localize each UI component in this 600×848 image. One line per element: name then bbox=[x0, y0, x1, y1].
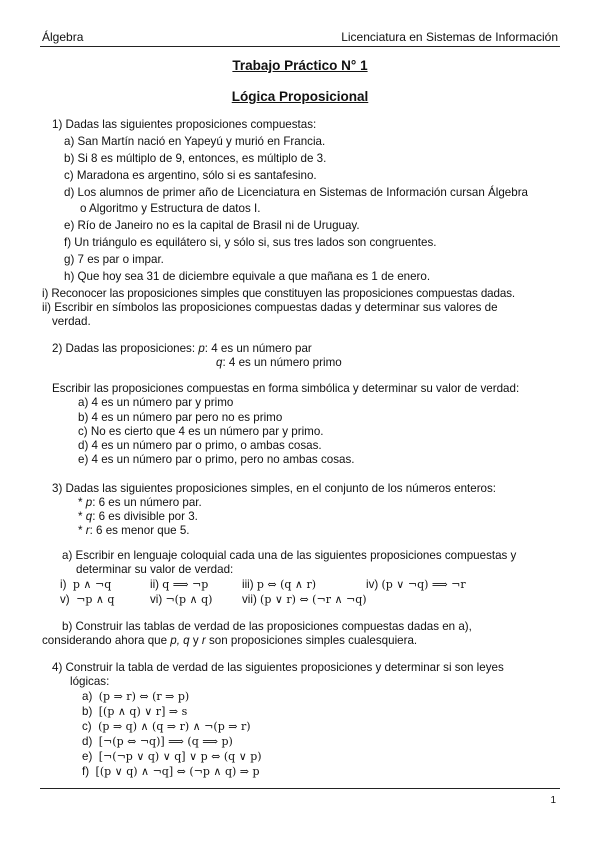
ex1-item-c: c) Maradona es argentino, sólo si es santafesino. bbox=[64, 169, 317, 182]
ex3-part-b: b) Construir las tablas de verdad de las proposiciones compuestas dadas en a), bbox=[62, 620, 472, 633]
ex3-part-a: a) Escribir en lenguaje coloquial cada una de las siguientes proposiciones compuestas y bbox=[62, 549, 517, 562]
ex2-p-var: p bbox=[198, 342, 205, 355]
ex3-part-b-cont: considerando ahora que p, q y r son proposiciones simples cualesquiera. bbox=[42, 634, 418, 647]
header-degree: Licenciatura en Sistemas de Información bbox=[341, 30, 558, 44]
header-subject: Álgebra bbox=[42, 30, 84, 44]
ex4-intro-cont: lógicas: bbox=[70, 675, 110, 688]
ex1-item-g: g) 7 es par o impar. bbox=[64, 253, 164, 266]
ex4-item-e: e) [¬(¬p ∨ q) ∨ q] ∨ p ⇔ (q ∨ p) bbox=[82, 750, 262, 763]
ex2-q-text: : 4 es un número primo bbox=[222, 356, 342, 369]
ex2-item-a: a) 4 es un número par y primo bbox=[78, 396, 234, 409]
ex2-item-c: c) No es cierto que 4 es un número par y primo. bbox=[78, 425, 324, 438]
ex1-item-a: a) San Martín nació en Yapeyú y murió en Francia. bbox=[64, 135, 326, 148]
ex2-item-d: d) 4 es un número par o primo, o ambas cosas. bbox=[78, 439, 322, 452]
ex2-item-b: b) 4 es un número par pero no es primo bbox=[78, 411, 283, 424]
ex1-item-d: d) Los alumnos de primer año de Licenciatura en Sistemas de Información cursan Álgebra bbox=[64, 186, 528, 199]
page-number: 1 bbox=[550, 795, 556, 806]
ex2-item-e: e) 4 es un número par o primo, pero no ambas cosas. bbox=[78, 453, 355, 466]
ex3-formula-v: v) ¬p ∧ q bbox=[60, 593, 115, 606]
ex1-item-h: h) Que hoy sea 31 de diciembre equivale a que mañana es 1 de enero. bbox=[64, 270, 431, 283]
ex2-p-text: : 4 es un número par bbox=[204, 342, 312, 355]
header-rule bbox=[40, 46, 560, 47]
ex2-intro-line bbox=[52, 342, 312, 355]
ex2-q-var: q bbox=[216, 356, 223, 369]
ex3-formula-i: i) p ∧ ¬q bbox=[60, 578, 112, 591]
ex1-item-b: b) Si 8 es múltiplo de 9, entonces, es múltiplo de 3. bbox=[64, 152, 327, 165]
ex2-q-line bbox=[216, 356, 342, 369]
ex1-question-ii: ii) Escribir en símbolos las proposiciones compuestas dadas y determinar sus valores de bbox=[42, 301, 498, 314]
ex3-part-a-cont: determinar su valor de verdad: bbox=[76, 563, 234, 576]
ex3-formula-iii: iii) p ⇔ (q ∧ r) bbox=[242, 578, 317, 591]
ex3-formula-iv: iv) (p ∨ ¬q) ⟹ ¬r bbox=[366, 578, 466, 591]
ex3-prop-r: * r: 6 es menor que 5. bbox=[78, 524, 190, 537]
ex4-item-c: c) (p ⇒ q) ∧ (q ⇒ r) ∧ ¬(p ⇒ r) bbox=[82, 720, 251, 733]
ex1-question-ii-cont: verdad. bbox=[52, 315, 91, 328]
page-title: Trabajo Práctico N° 1 bbox=[232, 58, 368, 73]
ex4-item-d: d) [¬(p ⇔ ¬q)] ⟹ (q ⟹ p) bbox=[82, 735, 233, 748]
ex3-prop-p: * p: 6 es un número par. bbox=[78, 496, 202, 509]
ex2-intro: 2) Dadas las proposiciones: bbox=[52, 342, 196, 355]
ex4-intro: 4) Construir la tabla de verdad de las siguientes proposiciones y determinar si son leyes bbox=[52, 661, 504, 674]
ex1-item-d-cont: o Algoritmo y Estructura de datos I. bbox=[80, 202, 261, 215]
ex1-item-f: f) Un triángulo es equilátero si, y sólo si, sus tres lados son congruentes. bbox=[64, 236, 437, 249]
ex1-intro: 1) Dadas las siguientes proposiciones compuestas: bbox=[52, 118, 317, 131]
ex3-prop-q: * q: 6 es divisible por 3. bbox=[78, 510, 198, 523]
ex4-item-a: a) (p ⇒ r) ⇔ (r ⇒ p) bbox=[82, 690, 190, 703]
footer-rule bbox=[40, 788, 560, 789]
ex4-item-f: f) [(p ∨ q) ∧ ¬q] ⇔ (¬p ∧ q) ⇒ p bbox=[82, 765, 260, 778]
ex3-formula-ii: ii) q ⟹ ¬p bbox=[150, 578, 209, 591]
ex2-task: Escribir las proposiciones compuestas en forma simbólica y determinar su valor de verdad: bbox=[52, 382, 520, 395]
ex1-question-i: i) Reconocer las proposiciones simples que constituyen las proposiciones compuestas dadas. bbox=[42, 287, 516, 300]
ex1-item-e: e) Río de Janeiro no es la capital de Brasil ni de Uruguay. bbox=[64, 219, 360, 232]
ex3-formula-vii: vii) (p ∨ r) ⇔ (¬r ∧ ¬q) bbox=[242, 593, 367, 606]
ex3-formula-vi: vi) ¬(p ∧ q) bbox=[150, 593, 213, 606]
ex4-item-b: b) [(p ∧ q) ∨ r] ⇒ s bbox=[82, 705, 188, 718]
page-subtitle: Lógica Proposicional bbox=[231, 89, 369, 104]
ex3-intro: 3) Dadas las siguientes proposiciones simples, en el conjunto de los números enteros: bbox=[52, 482, 497, 495]
